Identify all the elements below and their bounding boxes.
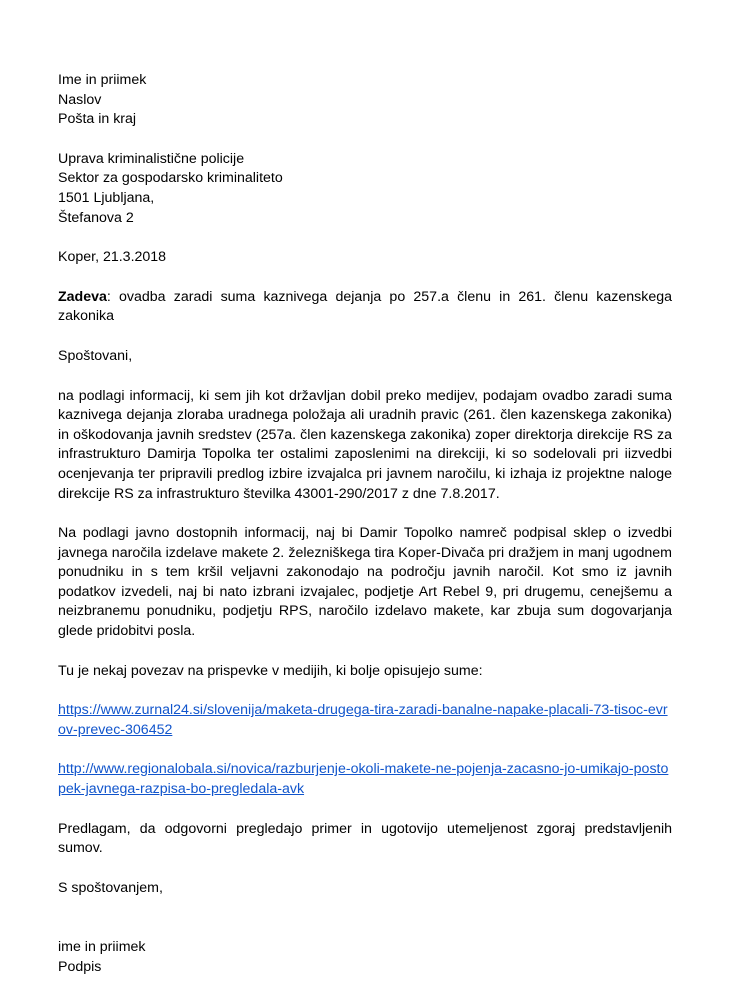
- spacer: [58, 800, 672, 820]
- spacer: [58, 898, 672, 918]
- spacer: [58, 504, 672, 524]
- recipient-line-3: 1501 Ljubljana,: [58, 189, 155, 206]
- recipient-line-1: Uprava kriminalistične policije: [58, 150, 245, 167]
- spacer: [58, 367, 672, 387]
- signature-block: [58, 938, 672, 977]
- signature-sign: Podpis: [58, 959, 102, 975]
- subject-label: Zadeva: [58, 288, 107, 305]
- recipient-line-2: Sektor za gospodarsko kriminaliteto: [58, 170, 283, 187]
- subject-text: : ovadba zaradi suma kaznivega dejanja po 257.a členu in 261. členu kazenskega zakonika: [58, 288, 672, 325]
- media-link-regionalobala[interactable]: http://www.regionalobala.si/novica/razburjenje-okoli-makete-ne-pojenja-zacasno-jo-umikajo-postopek-javnega-razpisa-bo-pregledala-avk: [58, 761, 669, 798]
- recipient-block: [58, 150, 672, 228]
- spacer: [58, 918, 672, 938]
- spacer: [58, 228, 672, 248]
- greeting: Spoštovani,: [58, 347, 133, 364]
- signature-name: ime in priimek: [58, 939, 146, 956]
- letter-page: [58, 71, 672, 978]
- paragraph-proposal: Predlagam, da odgovorni pregledajo primer in ugotovijo utemeljenost zgoraj predstavljenih sumov.: [58, 820, 672, 857]
- paragraph-links-intro: Tu je nekaj povezav na prispevke v medijih, ki bolje opisujejo sume:: [58, 662, 483, 679]
- spacer: [58, 130, 672, 150]
- media-link-zurnal24[interactable]: https://www.zurnal24.si/slovenija/maketa-drugega-tira-zaradi-banalne-napake-placali-73-tisoc-evrov-prevec-306452: [58, 702, 668, 738]
- closing: S spoštovanjem,: [58, 879, 163, 896]
- sender-address: Naslov: [58, 91, 102, 108]
- sender-block: [58, 71, 672, 130]
- paragraph-report: na podlagi informacij, ki sem jih kot državljan dobil preko medijev, podajam ovadbo zaradi suma kaznivega dejanja zloraba uradnega položaja ali uradnih pravic (261. člen kazenskega zakonika) in oškodovanja javnih sredstev (257a. člen kazenskega zakonika) zoper direktorja direkcije RS za infrastrukturo Damirja Topolka ter ostalimi zaposlenimi na direkciji, ki so sodelovali pri iizvedbi ocenjevanja ter pripravili predlog izbire izvajalca pri javnem naročilu, ki izhaja iz projektne naloge direkcije RS za infrastrukturo številka 43001-290/2017 z dne 7.8.2017.: [58, 387, 672, 502]
- sender-postal: Pošta in kraj: [58, 111, 137, 128]
- paragraph-details: Na podlagi javno dostopnih informacij, naj bi Damir Topolko namreč podpisal sklep o izvedbi javnega naročila izdelave makete 2. železniškega tira Koper-Divača pri dražjem in manj ugodnem ponudniku in s tem kršil veljavni zakonodajo na področju javnih naročil. Kot smo iz javnih podatkov izvedeli, naj bi nato izbrani izvajalec, podjetje Art Rebel 9, pri drugemu, cenejšemu a neizbranemu ponudniku, podjetju RPS, naročilo izdelavo makete, kar zbuja sum dogovarjanja glede pridobitvi posla.: [58, 525, 672, 640]
- spacer: [58, 642, 672, 662]
- spacer: [58, 327, 672, 347]
- spacer: [58, 268, 672, 288]
- spacer: [58, 681, 672, 701]
- subject-line: [58, 288, 672, 327]
- place-date: Koper, 21.3.2018: [58, 249, 167, 266]
- spacer: [58, 859, 672, 879]
- spacer: [58, 740, 672, 760]
- recipient-line-4: Štefanova 2: [58, 209, 134, 226]
- sender-name: Ime in priimek: [58, 72, 147, 88]
